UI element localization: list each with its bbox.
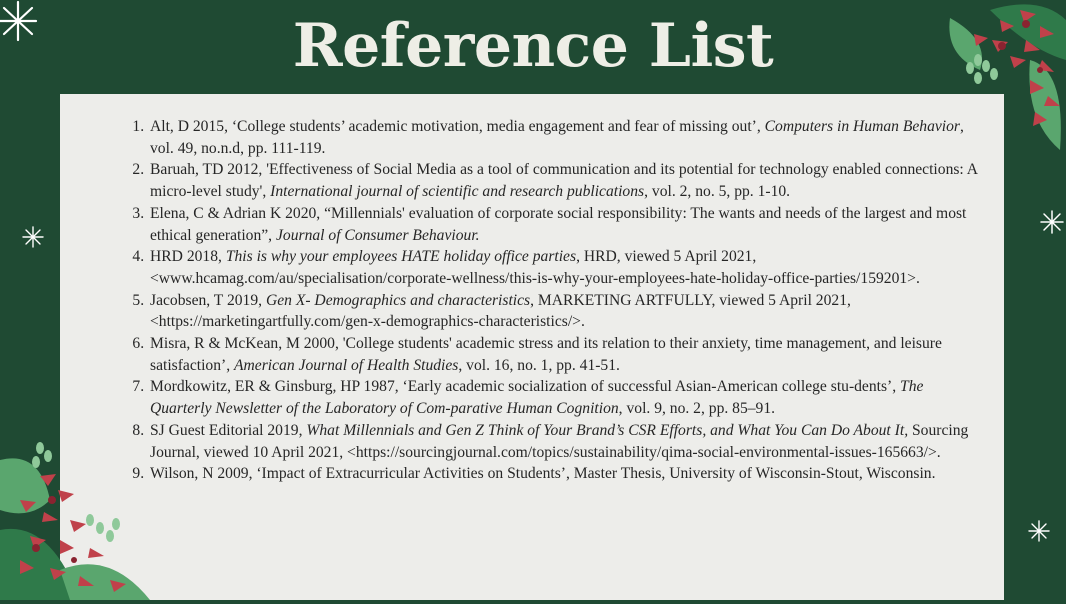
reference-list — [116, 116, 978, 485]
sparkle-icon — [1028, 520, 1050, 546]
reference-item: 3. Elena, C & Adrian K 2020, “Millennials' evaluation of corporate social responsibility: The wants and needs of the largest and most ethical generation”, Journal of Consumer Behaviour. — [148, 203, 978, 246]
reference-item: 8. SJ Guest Editorial 2019, What Millennials and Gen Z Think of Your Brand’s CSR Efforts, and What You Can Do About It, Sourcing Journal, viewed 10 April 2021, <https://sourcingjournal.com/topics/sustainability/qima-social-environmental-issues-165663/>. — [148, 420, 978, 463]
reference-item: 7. Mordkowitz, ER & Ginsburg, HP 1987, ‘Early academic socialization of successful Asian-American college stu-dents’, The Quarterly Newsletter of the Laboratory of Com-parative Human Cognition, vol. 9, no. 2, pp. 85–91. — [148, 376, 978, 419]
reference-item: 1. Alt, D 2015, ‘College students’ academic motivation, media engagement and fear of missing out’, Computers in Human Behavior, vol. 49, no.n.d, pp. 111-119. — [148, 116, 978, 159]
reference-item: 6. Misra, R & McKean, M 2000, 'College students' academic stress and its relation to their anxiety, time management, and leisure satisfaction’, American Journal of Health Studies, vol. 16, no. 1, pp. 41-51. — [148, 333, 978, 376]
reference-item: 9. Wilson, N 2009, ‘Impact of Extracurricular Activities on Students’, Master Thesis, University of Wisconsin-Stout, Wisconsin. — [148, 463, 978, 485]
sparkle-icon — [1040, 210, 1064, 238]
page-title: Reference List — [292, 11, 774, 81]
reference-item: 4. HRD 2018, This is why your employees HATE holiday office parties, HRD, viewed 5 April 2021, <www.hcamag.com/au/specialisation/corporate-wellness/this-is-why-your-employees-hate-holiday-office-parties/159201>. — [148, 246, 978, 289]
sparkle-icon — [22, 226, 44, 252]
reference-item: 2. Baruah, TD 2012, 'Effectiveness of Social Media as a tool of communication and its potential for technology enabled connections: A micro-level study', International journal of scientific and research publications, vol. 2, no. 5, pp. 1-10. — [148, 159, 978, 202]
reference-item: 5. Jacobsen, T 2019, Gen X- Demographics and characteristics, MARKETING ARTFULLY, viewed 5 April 2021, <https://marketingartfully.com/gen-x-demographics-characteristics/>. — [148, 290, 978, 333]
